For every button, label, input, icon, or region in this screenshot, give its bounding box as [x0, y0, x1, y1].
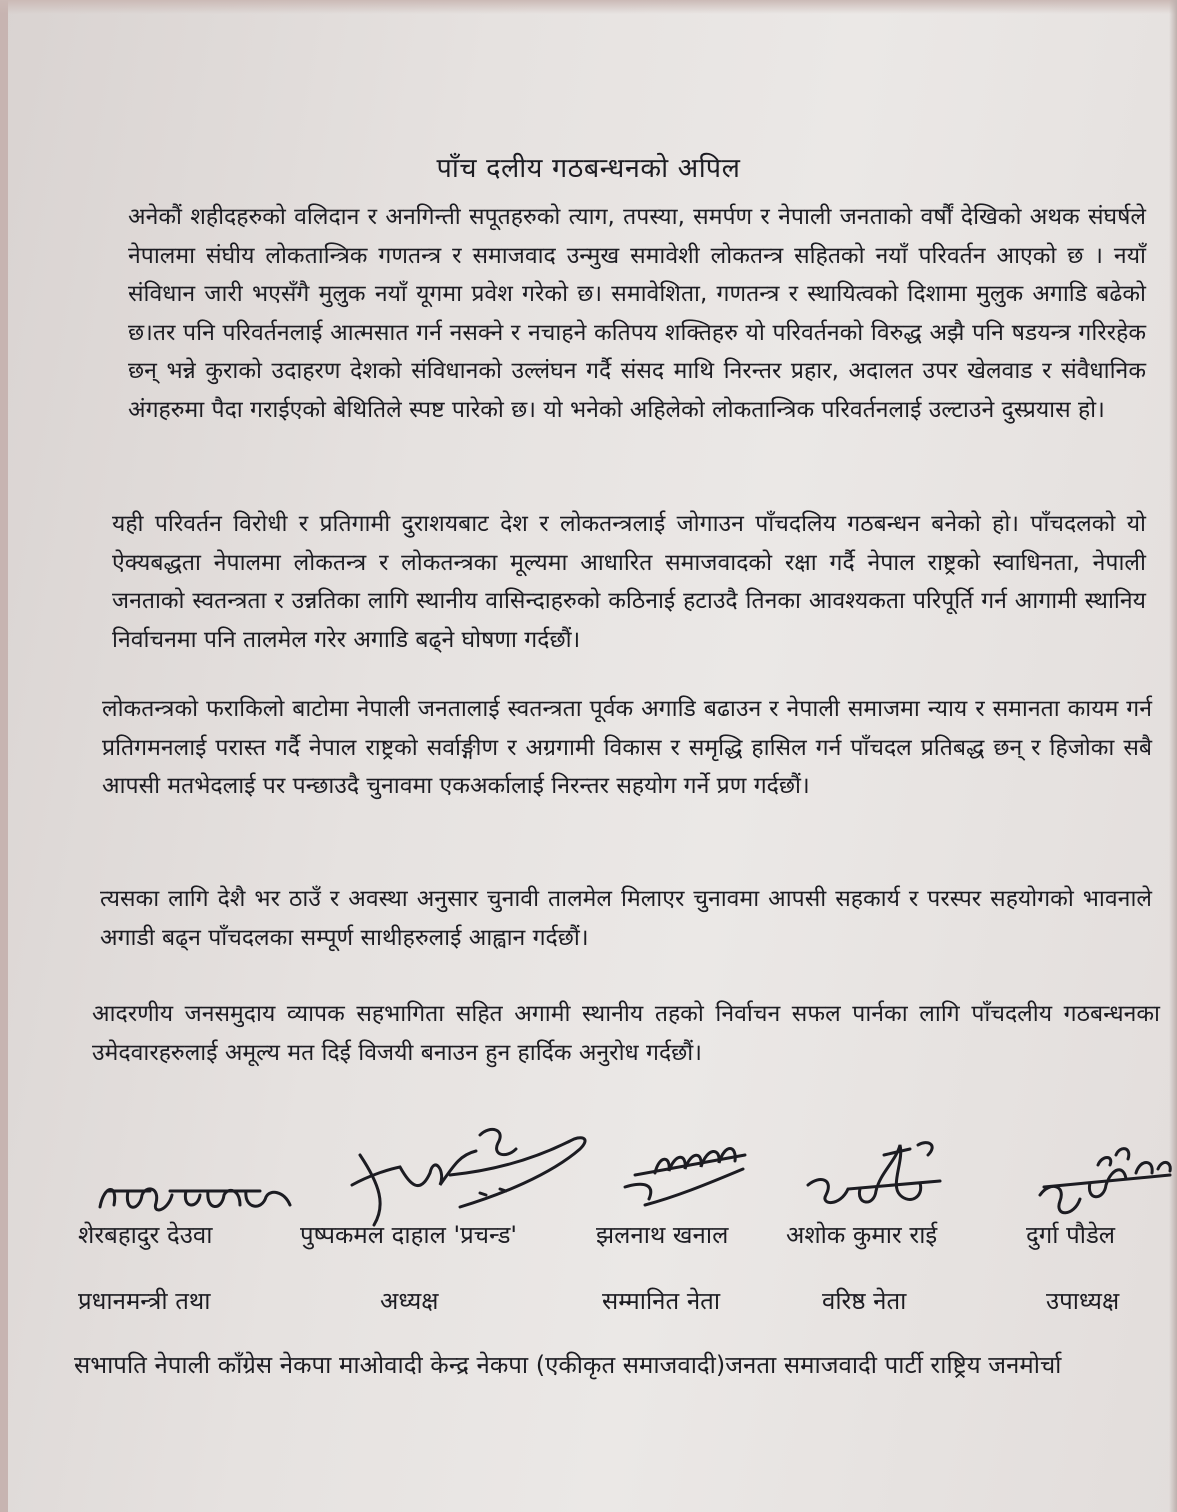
paragraph-1: अनेकौं शहीदहरुको वलिदान र अनगिन्ती सपूतहरुको त्याग, तपस्या, समर्पण र नेपाली जनताको वर्षौं देखिको अथक संघर्षले नेपालमा संघीय लोकतान्त्रिक गणतन्त्र र समाजवाद उन्मुख समावेशी लोकतन्त्र सहितको नयाँ परिवर्तन आएको छ । नयाँ संविधान जारी भएसँगै मुलुक नयाँ यूगमा प्रवेश गरेको छ। समावेशिता, गणतन्त्र र स्थायित्वको दिशामा मुलुक अगाडि बढेको छ।तर पनि परिवर्तनलाई आत्मसात गर्न नसक्ने र नचाहने कतिपय शक्तिहरु यो परिवर्तनको विरुद्ध अझै पनि षडयन्त्र गरिरहेक छन् भन्ने कुराको उदाहरण देशको संविधानको उल्लंघन गर्दै संसद माथि निरन्तर प्रहार, अदालत उपर खेलवाड र संवैधानिक अंगहरुमा पैदा गराईएको बेथितिले स्पष्ट पारेको छ। यो भनेको अहिलेको लोकतान्त्रिक परिवर्तनलाई उल्टाउने दुस्प्रयास हो।: [128, 204, 1146, 423]
paper-top-shadow: [0, 0, 1177, 14]
signatory-role-1: प्रधानमन्त्री तथा: [78, 1287, 211, 1315]
paragraph-2: यही परिवर्तन विरोधी र प्रतिगामी दुराशयबाट देश र लोकतन्त्रलाई जोगाउन पाँचदलिय गठबन्धन बनेको हो। पाँचदलको यो ऐक्यबद्धता नेपालमा लोकतन्त्र र लोकतन्त्रका मूल्यमा आधारित समाजवादको रक्षा गर्दै नेपाल राष्ट्रको स्वाधिनता, नेपाली जनताको स्वतन्त्रता र उन्नतिका लागि स्थानीय वासिन्दाहरुको कठिनाई हटाउदै तिनका आवश्यकता परिपूर्ति गर्न आगामी स्थानिय निर्वाचनमा पनि तालमेल गरेर अगाडि बढ्ने घोषणा गर्दछौं।: [112, 511, 1146, 653]
signatory-name-5: दुर्गा पौडेल: [1026, 1221, 1116, 1249]
paper-left-edge: [0, 0, 8, 1512]
signatory-name-4: अशोक कुमार राई: [786, 1221, 938, 1249]
document-title: पाँच दलीय गठबन्धनको अपिल: [436, 153, 741, 184]
signatory-role-2: अध्यक्ष: [380, 1287, 439, 1315]
signatory-role-5: उपाध्यक्ष: [1046, 1287, 1120, 1315]
signatory-name-3: झलनाथ खनाल: [596, 1221, 729, 1249]
signatory-role-3: सम्मानित नेता: [602, 1287, 721, 1315]
paragraph-4: त्यसका लागि देशै भर ठाउँ र अवस्था अनुसार चुनावी तालमेल मिलाएर चुनावमा आपसी सहकार्य र परस्पर सहयोगको भावनाले अगाडी बढ्न पाँचदलका सम्पूर्ण साथीहरुलाई आह्वान गर्दछौं।: [100, 886, 1152, 951]
party-affiliations-line: सभापति नेपाली काँग्रेस नेकपा माओवादी केन्द्र नेकपा (एकीकृत समाजवादी)जनता समाजवादी पार्टी राष्ट्रिय जनमोर्चा: [74, 1351, 1062, 1379]
paragraph-5: आदरणीय जनसमुदाय व्यापक सहभागिता सहित अगामी स्थानीय तहको निर्वाचन सफल पार्नका लागि पाँचदलीय गठबन्धनका उमेदवारहरुलाई अमूल्य मत दिई विजयी बनाउन हुन हार्दिक अनुरोध गर्दछौं।: [92, 1001, 1160, 1066]
signatory-name-2: पुष्पकमल दाहाल 'प्रचन्ड': [300, 1221, 518, 1249]
paragraph-3: लोकतन्त्रको फराकिलो बाटोमा नेपाली जनतालाई स्वतन्त्रता पूर्वक अगाडि बढाउन र नेपाली समाजमा न्याय र समानता कायम गर्न प्रतिगमनलाई परास्त गर्दै नेपाल राष्ट्रको सर्वाङ्गीण र अग्रगामी विकास र समृद्धि हासिल गर्न पाँचदल प्रतिबद्ध छन् र हिजोका सबै आपसी मतभेदलाई पर पन्छाउदै चुनावमा एकअर्कालाई निरन्तर सहयोग गर्ने प्रण गर्दछौं।: [102, 696, 1152, 799]
paper-right-shadow: [1169, 0, 1177, 1512]
signatory-name-1: शेरबहादुर देउवा: [78, 1221, 213, 1249]
signatory-role-4: वरिष्ठ नेता: [822, 1287, 907, 1315]
